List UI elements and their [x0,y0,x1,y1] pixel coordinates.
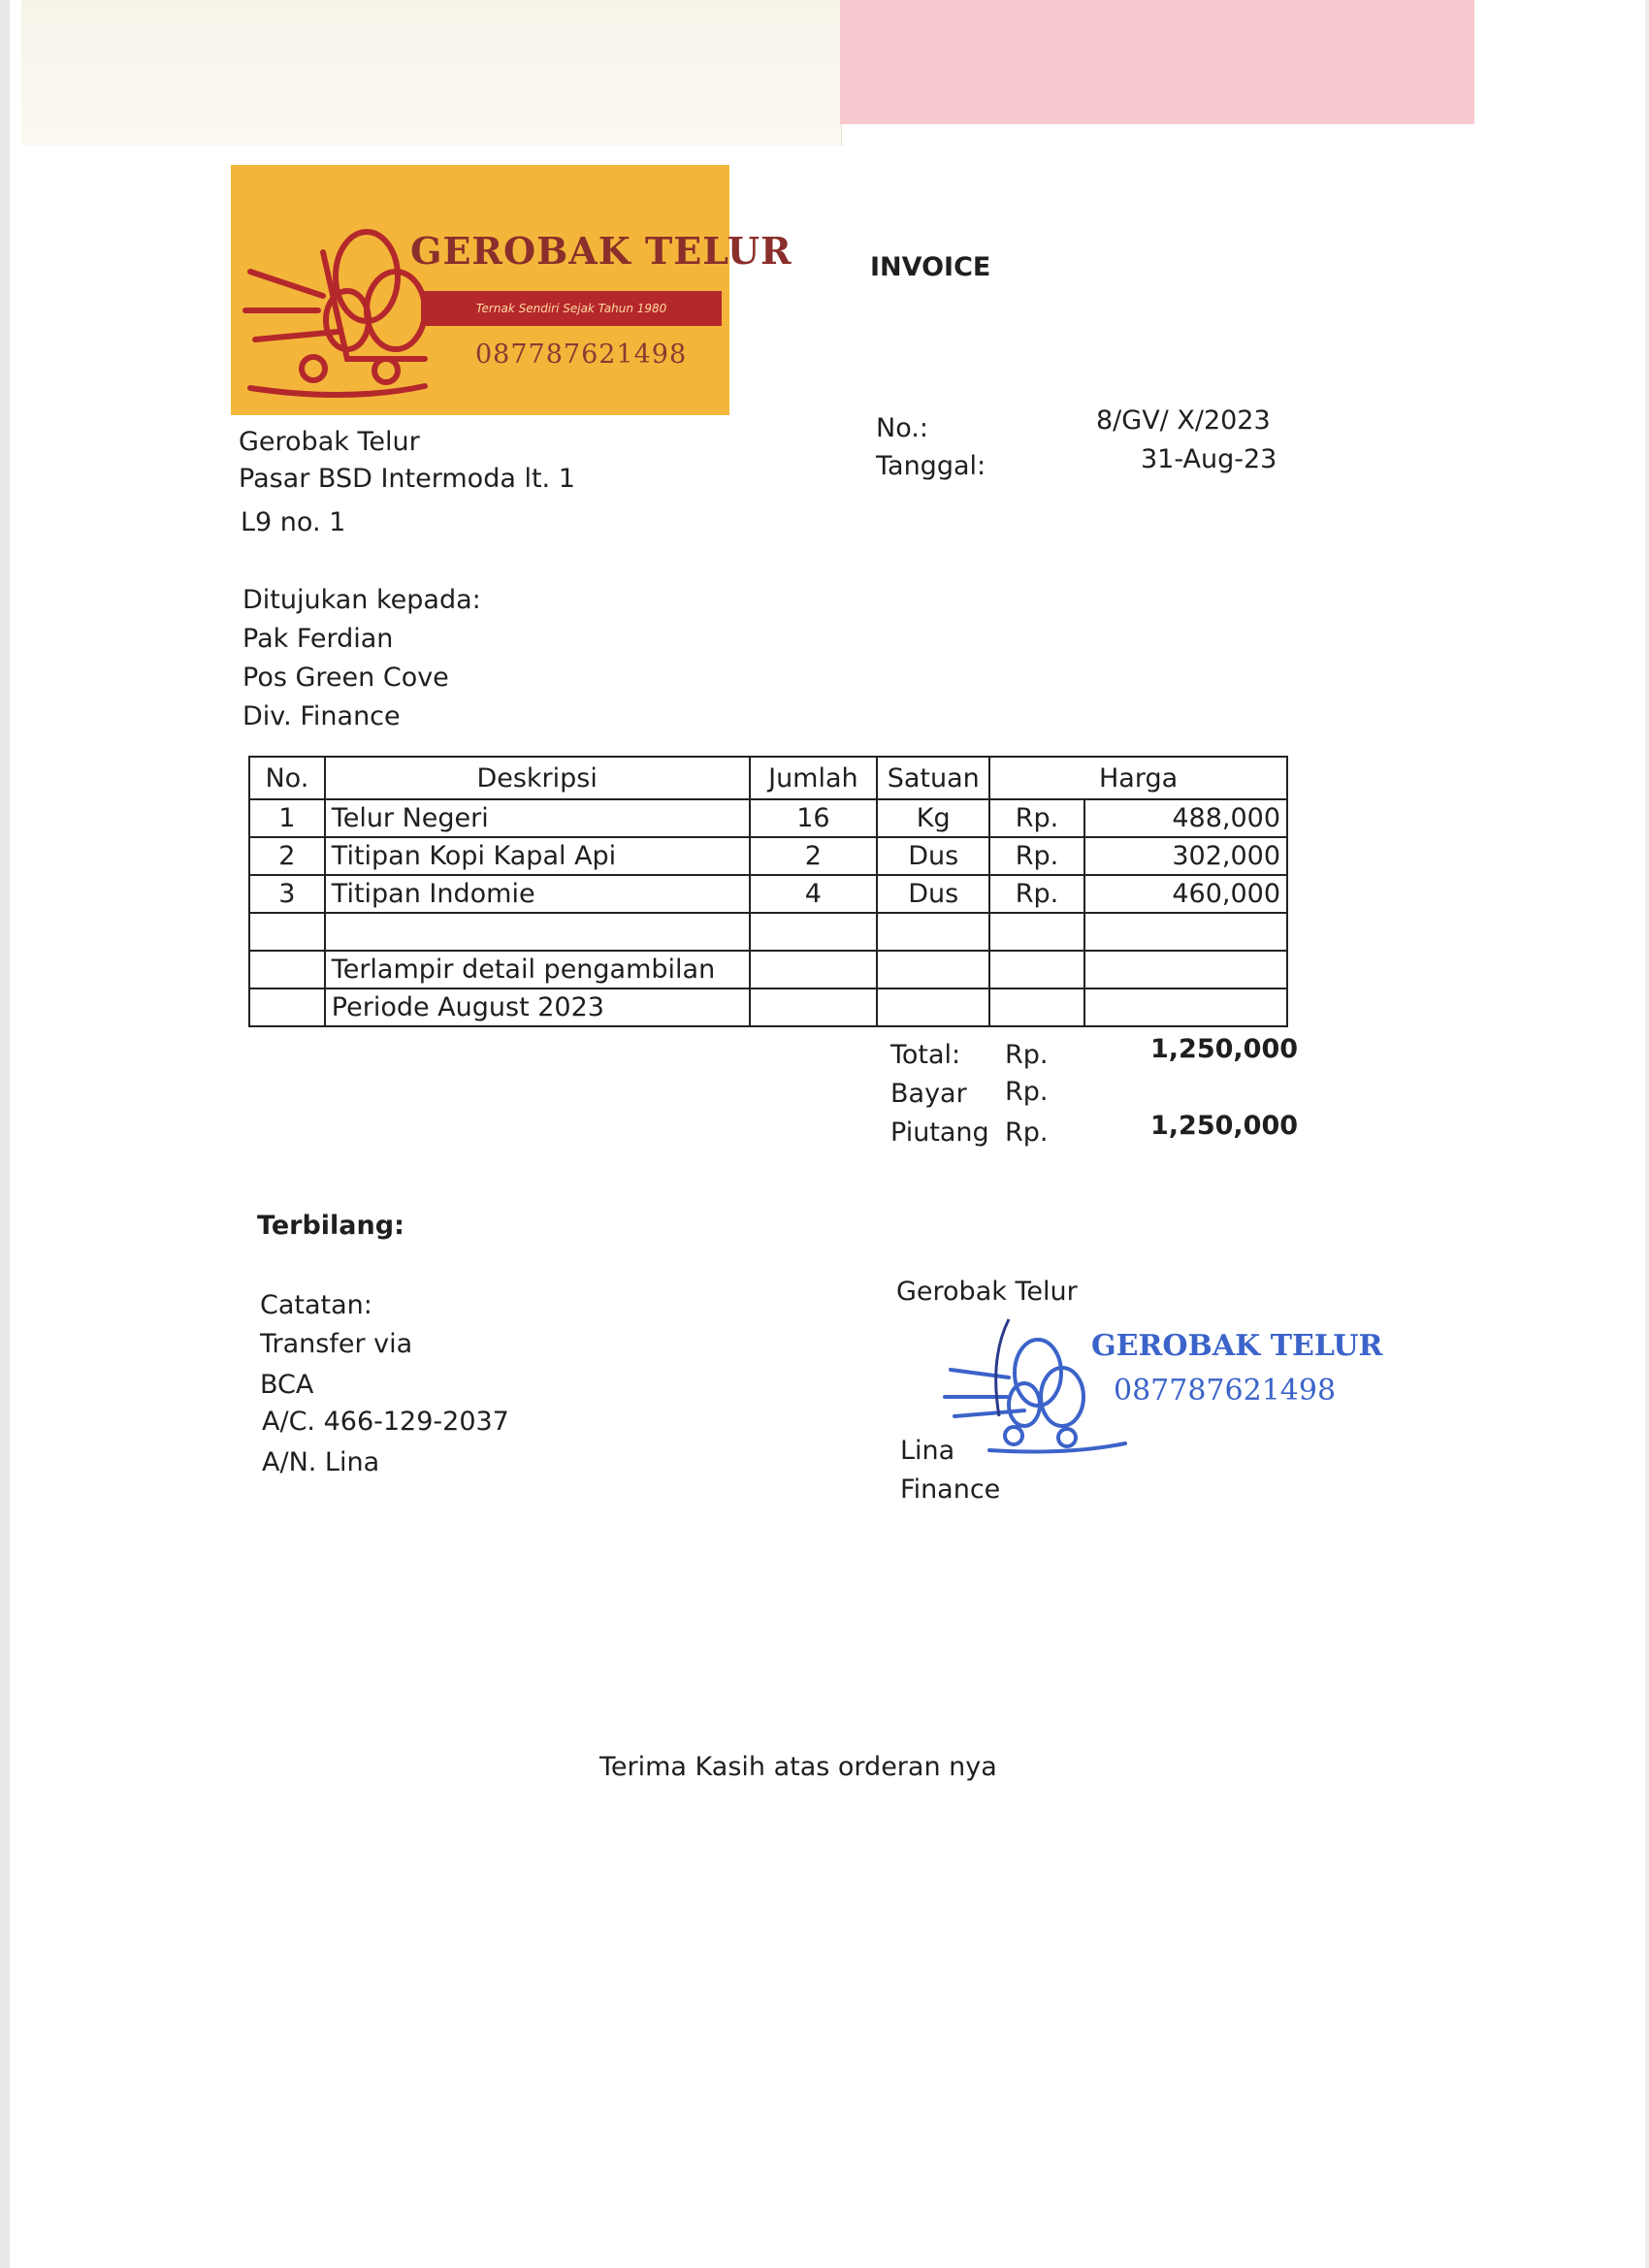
due-value: 1,250,000 [1150,1111,1299,1141]
stamp-cart-icon [931,1300,1125,1465]
due-currency: Rp. [1005,1118,1049,1148]
company-address-line2: L9 no. 1 [241,507,346,537]
header-unit: Satuan [877,757,989,799]
notes-account-name: A/N. Lina [262,1447,380,1477]
note-line1: Terlampir detail pengambilan [325,951,750,988]
row-qty: 4 [750,875,878,913]
invoice-no-value: 8/GV/ X/2023 [1096,405,1271,436]
scan-left-edge [0,0,10,2268]
company-stamp [931,1300,1383,1465]
row-no: 3 [249,875,325,913]
scan-right-edge [1645,0,1649,2268]
company-logo [231,165,792,415]
closing-message: Terima Kasih atas orderan nya [599,1752,997,1782]
table-row [249,837,1287,875]
logo-title: GEROBAK TELUR [410,229,792,273]
paid-label: Bayar [890,1079,967,1109]
row-desc: Titipan Kopi Kapal Api [325,837,750,875]
row-currency: Rp. [989,799,1084,837]
row-unit: Kg [877,799,989,837]
note-line2: Periode August 2023 [325,988,750,1026]
row-qty: 16 [750,799,878,837]
total-currency: Rp. [1005,1040,1049,1070]
stamp-company-name: GEROBAK TELUR [1091,1329,1383,1363]
paid-currency: Rp. [1005,1077,1049,1107]
table-row [249,875,1287,913]
attached-receipt-strip [21,0,842,146]
row-desc: Telur Negeri [325,799,750,837]
header-no: No. [249,757,325,799]
row-price: 488,000 [1084,799,1287,837]
table-row-empty [249,913,1287,951]
invoice-date-value: 31-Aug-23 [1141,444,1277,474]
row-price: 302,000 [1084,837,1287,875]
total-value: 1,250,000 [1150,1034,1299,1064]
logo-tagline: Ternak Sendiri Sejak Tahun 1980 [421,291,722,326]
invoice-title: INVOICE [870,252,991,282]
attached-pink-carbon-strip [840,0,1474,124]
signer-name: Lina [900,1436,955,1466]
row-qty: 2 [750,837,878,875]
header-price: Harga [989,757,1287,799]
recipient-label: Ditujukan kepada: [242,585,481,615]
row-desc: Titipan Indomie [325,875,750,913]
row-no: 1 [249,799,325,837]
header-desc: Deskripsi [325,757,750,799]
notes-account-number: A/C. 466-129-2037 [262,1407,509,1437]
company-name: Gerobak Telur [239,427,420,457]
invoice-date-label: Tanggal: [876,451,986,481]
notes-line2: BCA [260,1370,314,1400]
logo-phone: 087787621498 [475,340,688,370]
row-unit: Dus [877,875,989,913]
recipient-division: Div. Finance [242,701,401,731]
signer-role: Finance [900,1474,1001,1505]
terbilang-label: Terbilang: [257,1211,404,1241]
table-row [249,799,1287,837]
header-qty: Jumlah [750,757,878,799]
notes-line1: Transfer via [260,1329,413,1359]
row-price: 460,000 [1084,875,1287,913]
row-currency: Rp. [989,837,1084,875]
table-row-note [249,988,1287,1026]
row-unit: Dus [877,837,989,875]
egg-cart-icon [231,165,792,415]
table-header-row [249,757,1287,799]
table-row-note [249,951,1287,988]
invoice-items-table [248,756,1288,1027]
recipient-name: Pak Ferdian [242,624,394,654]
recipient-org: Pos Green Cove [242,663,449,693]
row-currency: Rp. [989,875,1084,913]
row-no: 2 [249,837,325,875]
notes-label: Catatan: [260,1290,372,1320]
invoice-no-label: No.: [876,413,928,443]
company-address-line1: Pasar BSD Intermoda lt. 1 [239,464,575,494]
signature-company: Gerobak Telur [896,1277,1078,1307]
total-label: Total: [890,1040,961,1070]
stamp-phone: 087787621498 [1114,1374,1337,1408]
due-label: Piutang [890,1118,989,1148]
